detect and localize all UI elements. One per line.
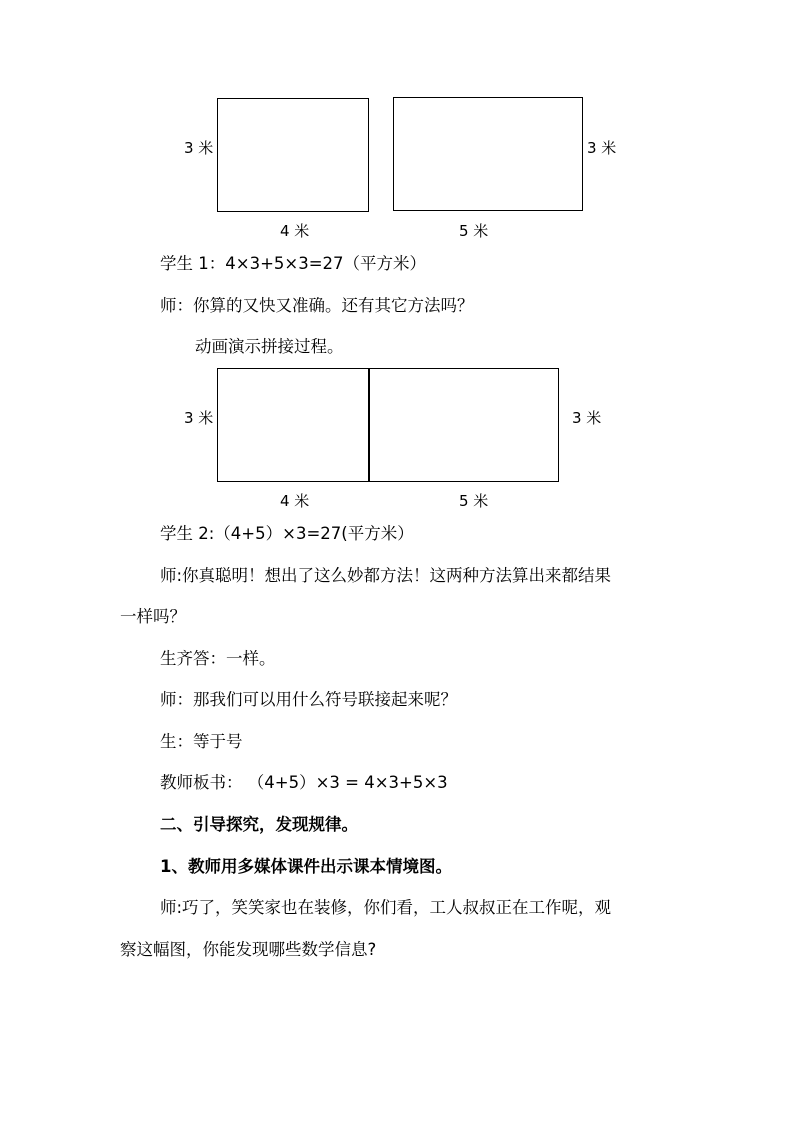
text-line: 动画演示拼接过程。 bbox=[195, 337, 344, 356]
label-left-height: 3 米 bbox=[184, 409, 214, 427]
rectangle-4x3 bbox=[217, 98, 369, 212]
label-right-height: 3 米 bbox=[572, 409, 602, 427]
text-line: 生齐答：一样。 bbox=[160, 649, 276, 668]
label-right-width: 5 米 bbox=[459, 222, 489, 240]
label-left-width: 4 米 bbox=[280, 492, 310, 510]
text-line: 师：你算的又快又准确。还有其它方法吗？ bbox=[160, 296, 474, 315]
text-line: 教师板书： （4+5）×3 = 4×3+5×3 bbox=[160, 773, 448, 792]
label-right-width: 5 米 bbox=[459, 492, 489, 510]
subsection-heading: 1、教师用多媒体课件出示课本情境图。 bbox=[160, 857, 452, 876]
combined-rectangle bbox=[217, 368, 559, 482]
label-right-height: 3 米 bbox=[587, 139, 617, 157]
label-left-height: 3 米 bbox=[184, 139, 214, 157]
label-left-width: 4 米 bbox=[280, 222, 310, 240]
text-line: 学生 1：4×3+5×3=27（平方米） bbox=[160, 254, 427, 273]
divider-line bbox=[368, 368, 370, 482]
text-line: 察这幅图，你能发现哪些数学信息? bbox=[120, 940, 377, 959]
text-line: 生：等于号 bbox=[160, 732, 243, 751]
section-heading: 二、引导探究，发现规律。 bbox=[160, 815, 358, 834]
text-line: 师:巧了，笑笑家也在装修，你们看，工人叔叔正在工作呢，观 bbox=[160, 898, 612, 917]
text-line: 学生 2:（4+5）×3=27(平方米） bbox=[160, 524, 414, 543]
text-line: 师：那我们可以用什么符号联接起来呢？ bbox=[160, 690, 457, 709]
rectangle-5x3 bbox=[393, 97, 583, 211]
text-line: 一样吗？ bbox=[120, 607, 186, 626]
text-line: 师:你真聪明！想出了这么妙都方法！这两种方法算出来都结果 bbox=[160, 566, 612, 585]
